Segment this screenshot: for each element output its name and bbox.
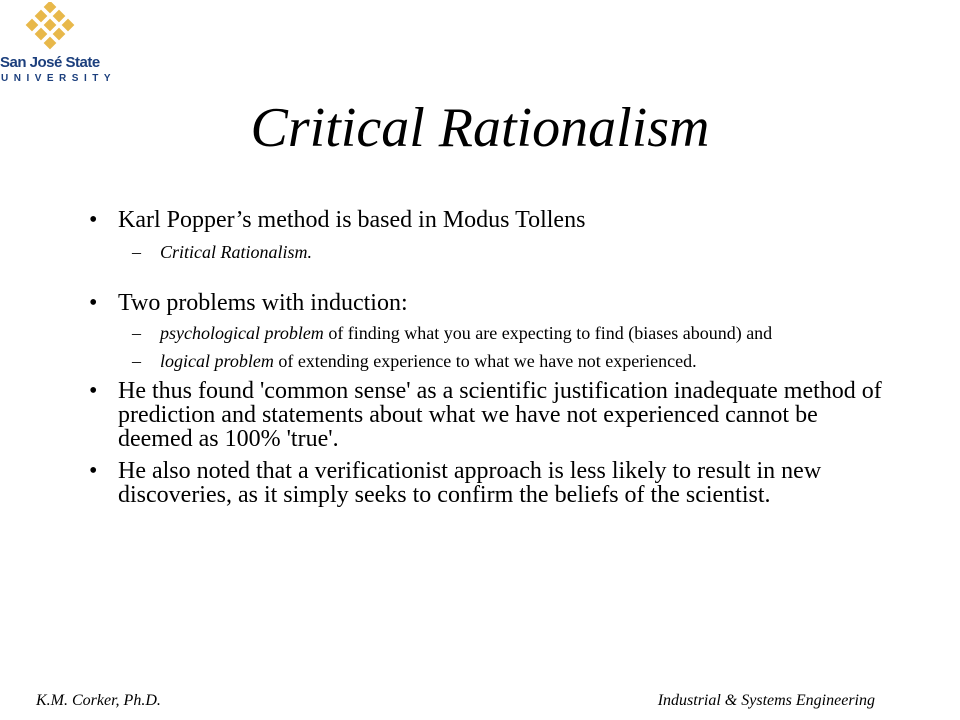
bullet-3: • He thus found 'common sense' as a scientific justification inadequate method of prediction and statements about what we have not experienced cannot be deemed as 100% 'true'. [92, 379, 892, 451]
logo-university: UNIVERSITY [1, 73, 117, 84]
university-logo [0, 0, 117, 92]
sub-bullet-2-2 [92, 351, 892, 371]
sub-bullet-italic: Critical Rationalism. [160, 242, 313, 262]
logo-name: San José State [0, 54, 100, 71]
dash-marker: – [132, 351, 141, 371]
slide-body [92, 208, 892, 507]
sub-bullet-1-1 [92, 242, 892, 262]
bullet-2: • Two problems with induction: [92, 291, 892, 315]
sub-bullet-italic: psychological problem [160, 323, 324, 343]
dash-marker: – [132, 242, 141, 262]
dash-marker: – [132, 323, 141, 343]
sub-bullet-2-1 [92, 323, 892, 343]
slide-title: Critical Rationalism [250, 97, 710, 159]
sub-bullet-text: of finding what you are expecting to find (biases abound) and [323, 323, 773, 343]
bullet-1: • Karl Popper’s method is based in Modus Tollens [92, 208, 892, 232]
footer-department: Industrial & Systems Engineering [657, 692, 875, 709]
sjsu-seal-icon [22, 2, 78, 54]
bullet-4: • He also noted that a verificationist approach is less likely to result in new discoveries, as it simply seeks to confirm the beliefs of the scientist. [92, 459, 892, 507]
footer-author: K.M. Corker, Ph.D. [36, 692, 161, 709]
sub-bullet-italic: logical problem [160, 351, 274, 371]
sub-bullet-text: of extending experience to what we have not experienced. [273, 351, 697, 371]
